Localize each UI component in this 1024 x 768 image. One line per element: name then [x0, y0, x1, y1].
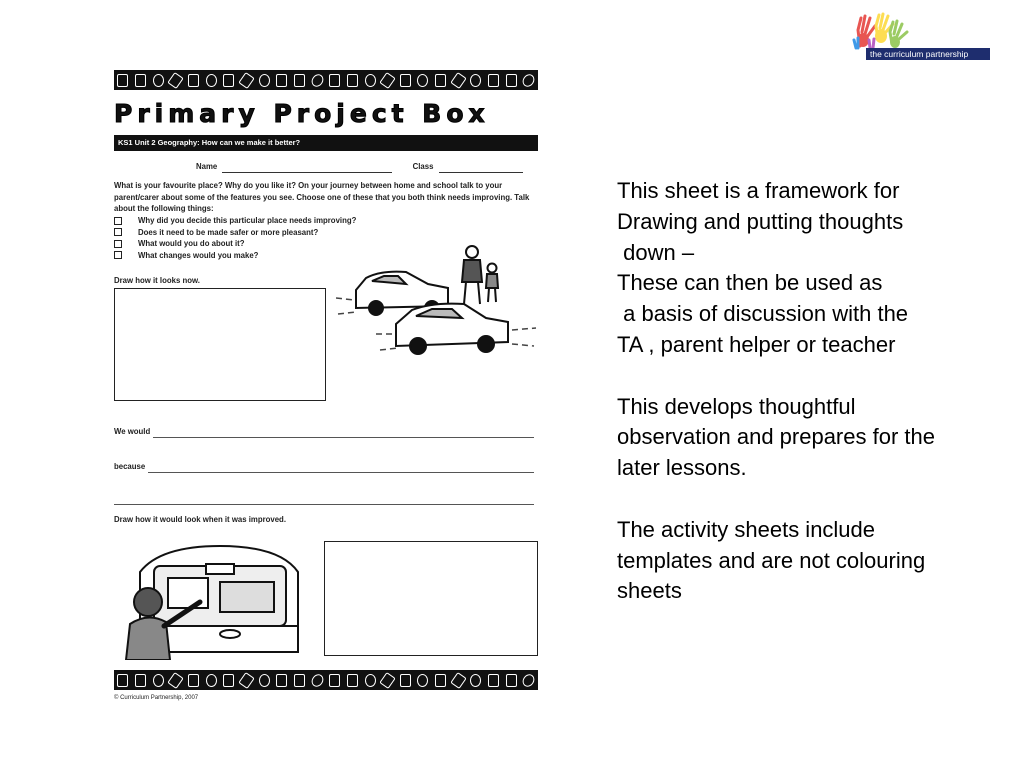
- question-item: Why did you decide this particular place needs improving?: [114, 215, 414, 227]
- icon-strip-top: [114, 70, 538, 90]
- description-line: This develops thoughtful: [617, 393, 856, 419]
- description-line: later lessons.: [617, 455, 747, 481]
- description-text: [617, 176, 1007, 607]
- worksheet-title: Primary Project Box: [114, 99, 490, 128]
- class-line: [439, 164, 523, 173]
- curriculum-partnership-logo: [852, 10, 990, 62]
- description-line: templates and are not colouring: [617, 547, 926, 573]
- description-line: [617, 484, 1007, 515]
- description-line: sheets: [617, 578, 682, 604]
- description-line: a basis of discussion with the: [617, 301, 909, 327]
- write-line: [148, 464, 534, 473]
- question-item: What would you do about it?: [114, 238, 414, 250]
- question-item: What changes would you make?: [114, 250, 414, 262]
- description-line: The activity sheets include: [617, 516, 876, 542]
- description-line: This sheet is a framework for: [617, 178, 900, 203]
- street-cars-illustration: [336, 238, 538, 368]
- checkbox-icon: [114, 240, 122, 248]
- name-line: [222, 164, 392, 173]
- intro-text: What is your favourite place? Why do you like it? On your journey between home and school talk to your parent/carer about some of the features you see. Choose one of these that you both think needs improving. Talk about the following things:: [114, 181, 530, 213]
- name-label: Name: [196, 162, 218, 171]
- draw-improved-label: Draw how it would look when it was improved.: [114, 515, 286, 524]
- description-line: observation and prepares for the: [617, 424, 935, 450]
- checkbox-icon: [114, 251, 122, 259]
- child-window-illustration: [120, 542, 316, 660]
- draw-now-box: [114, 288, 326, 401]
- name-class-row: [196, 161, 538, 173]
- logo-text: the curriculum partnership: [870, 49, 969, 59]
- checkbox-icon: [114, 217, 122, 225]
- description-line: TA , parent helper or teacher: [617, 331, 896, 357]
- worksheet-image: [114, 70, 538, 710]
- description-line: Drawing and putting thoughts: [617, 208, 904, 234]
- we-would-row: [114, 426, 534, 438]
- because-label: because: [114, 462, 146, 471]
- draw-now-label: Draw how it looks now.: [114, 276, 200, 285]
- description-line: down –: [617, 239, 695, 265]
- we-would-label: We would: [114, 427, 151, 436]
- draw-improved-box: [324, 541, 538, 656]
- because-row: [114, 461, 534, 473]
- unit-heading: KS1 Unit 2 Geography: How can we make it better?: [114, 135, 538, 151]
- worksheet-title-box: [114, 95, 538, 133]
- icon-strip-bottom: [114, 670, 538, 690]
- question-item: Does it need to be made safer or more pleasant?: [114, 227, 414, 239]
- blank-write-line: [114, 504, 534, 505]
- description-line: [617, 361, 1007, 392]
- checkbox-icon: [114, 228, 122, 236]
- handprint-icon: [852, 10, 912, 50]
- description-line: These can then be used as: [617, 270, 883, 296]
- write-line: [153, 429, 534, 438]
- copyright-text: © Curriculum Partnership, 2007: [114, 695, 199, 701]
- class-label: Class: [412, 162, 434, 171]
